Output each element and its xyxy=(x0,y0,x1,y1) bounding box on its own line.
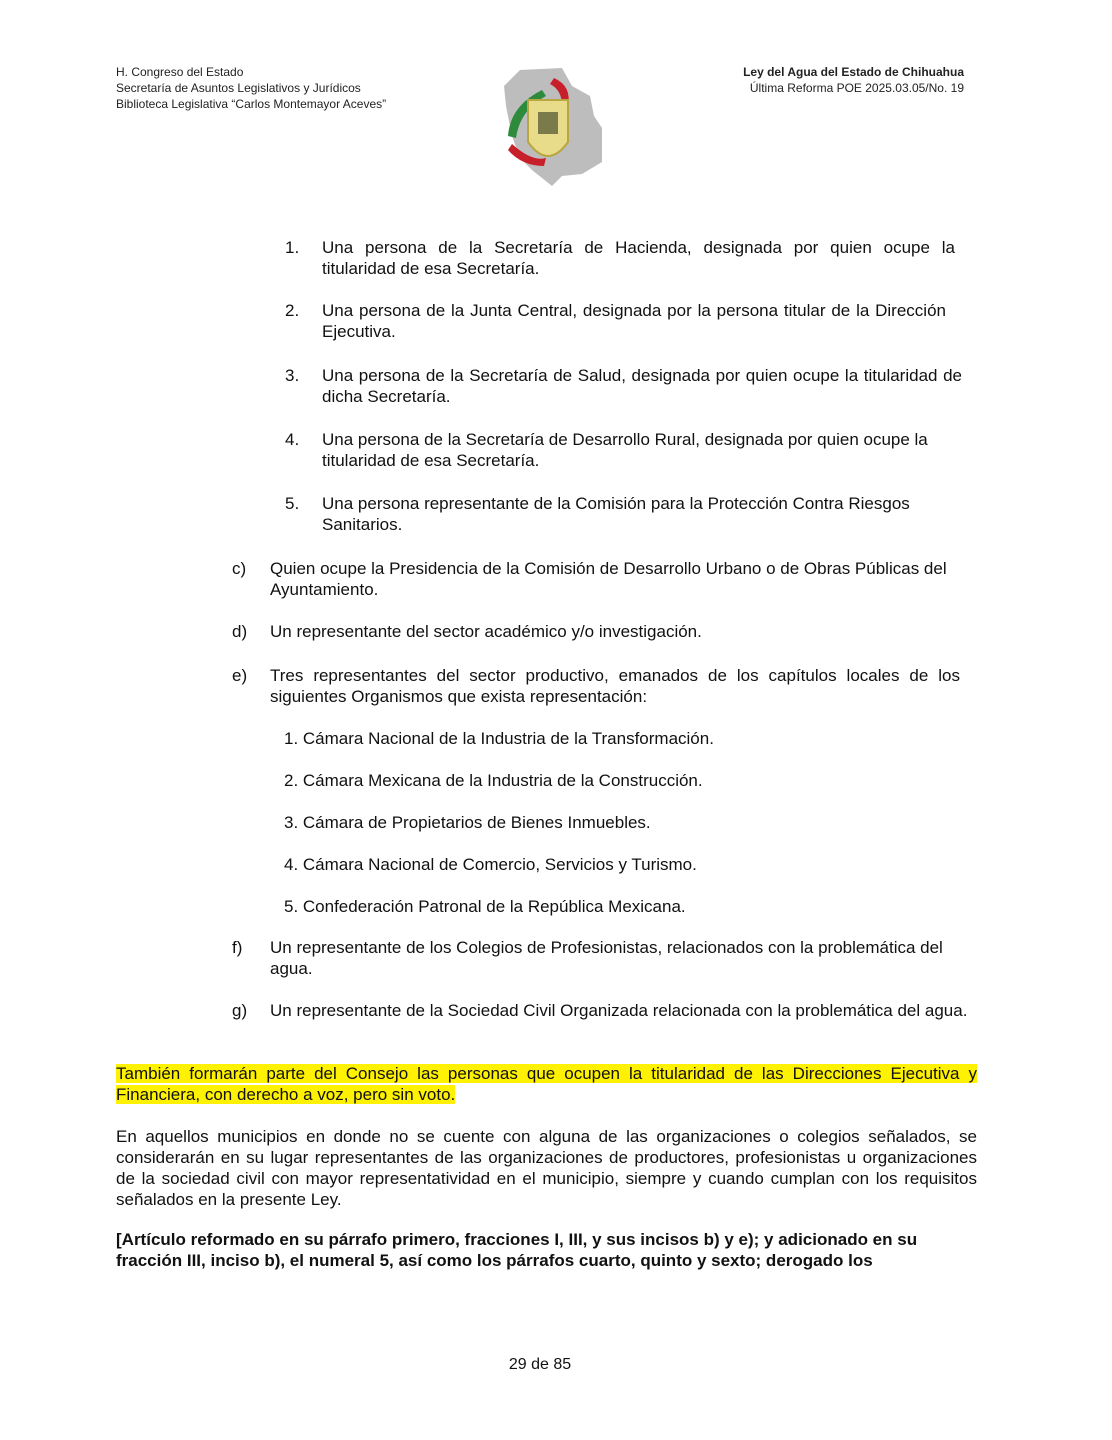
header-left xyxy=(116,64,386,112)
highlighted-paragraph xyxy=(116,1063,977,1105)
list-item xyxy=(232,1000,968,1021)
item-text: Quien ocupe la Presidencia de la Comisión de Desarrollo Urbano o de Obras Públicas del Ayuntamiento. xyxy=(270,559,947,599)
item-letter: c) xyxy=(232,559,247,578)
item-letter: g) xyxy=(232,1001,248,1020)
header-line: Biblioteca Legislativa “Carlos Montemayor Aceves” xyxy=(116,97,387,111)
item-text: Una persona de la Secretaría de Salud, designada por quien ocupe la titularidad de dicha Secretaría. xyxy=(322,366,962,406)
highlighted-text: También formarán parte del Consejo las personas que ocupen la titularidad de las Direcciones Ejecutiva y Financiera, con derecho a voz, pero sin voto. xyxy=(116,1064,977,1104)
item-number: 4. xyxy=(285,430,300,449)
page-number: 29 de 85 xyxy=(508,1356,572,1373)
header-line: Secretaría de Asuntos Legislativos y Jurídicos xyxy=(116,81,361,95)
header-right xyxy=(743,64,964,96)
paragraph: En aquellos municipios en donde no se cuente con alguna de las organizaciones o colegios señalados, se considerarán en su lugar representantes de las organizaciones de productores, profesionistas u organizaciones de la sociedad civil con mayor representatividad en el municipio, siempre y cuando cumplan con los requisitos señalados en la presente Ley. xyxy=(116,1127,977,1209)
item-text: Un representante de la Sociedad Civil Organizada relacionada con la problemática del agua. xyxy=(270,1001,968,1020)
list-item xyxy=(232,937,962,979)
list-item xyxy=(232,665,960,707)
item-letter: f) xyxy=(232,938,243,957)
item-number: 1. xyxy=(285,238,300,257)
sub-item: 5. Confederación Patronal de la República Mexicana. xyxy=(284,897,686,916)
item-text: Un representante del sector académico y/o investigación. xyxy=(270,622,702,641)
list-item xyxy=(285,365,962,407)
list-item xyxy=(232,621,970,642)
item-number: 3. xyxy=(285,366,300,385)
item-number: 5. xyxy=(285,494,300,513)
law-title: Ley del Agua del Estado de Chihuahua xyxy=(743,65,964,79)
sub-item: 4. Cámara Nacional de Comercio, Servicios y Turismo. xyxy=(284,855,697,874)
sub-item: 3. Cámara de Propietarios de Bienes Inmuebles. xyxy=(284,813,651,832)
list-item xyxy=(285,429,954,471)
header-line: H. Congreso del Estado xyxy=(116,65,244,79)
item-text: Una persona de la Secretaría de Hacienda, designada por quien ocupe la titularidad de esa Secretaría. xyxy=(322,238,955,278)
item-text: Una persona de la Junta Central, designada por la persona titular de la Dirección Ejecutiva. xyxy=(322,301,946,341)
item-letter: d) xyxy=(232,622,248,641)
item-number: 2. xyxy=(285,301,300,320)
list-item xyxy=(285,237,955,279)
item-text: Una persona representante de la Comisión para la Protección Contra Riesgos Sanitarios. xyxy=(322,494,910,534)
congress-logo xyxy=(502,66,606,186)
list-item xyxy=(285,300,946,342)
list-item xyxy=(285,493,962,535)
sub-item: 2. Cámara Mexicana de la Industria de la Construcción. xyxy=(284,771,703,790)
item-text: Un representante de los Colegios de Profesionistas, relacionados con la problemática del agua. xyxy=(270,938,943,978)
reform-note: [Artículo reformado en su párrafo primero, fracciones I, III, y sus incisos b) y e); y adicionado en su fracción III, inciso b), el numeral 5, así como los párrafos cuarto, quinto y sexto; derogado los xyxy=(116,1230,918,1270)
list-item xyxy=(232,558,966,600)
sub-item: 1. Cámara Nacional de la Industria de la Transformación. xyxy=(284,729,714,748)
reform-info: Última Reforma POE 2025.03.05/No. 19 xyxy=(749,81,964,95)
item-letter: e) xyxy=(232,666,248,685)
item-text: Una persona de la Secretaría de Desarrollo Rural, designada por quien ocupe la titularidad de esa Secretaría. xyxy=(322,430,928,470)
item-text: Tres representantes del sector productivo, emanados de los capítulos locales de los siguientes Organismos que exista representación: xyxy=(270,666,960,706)
